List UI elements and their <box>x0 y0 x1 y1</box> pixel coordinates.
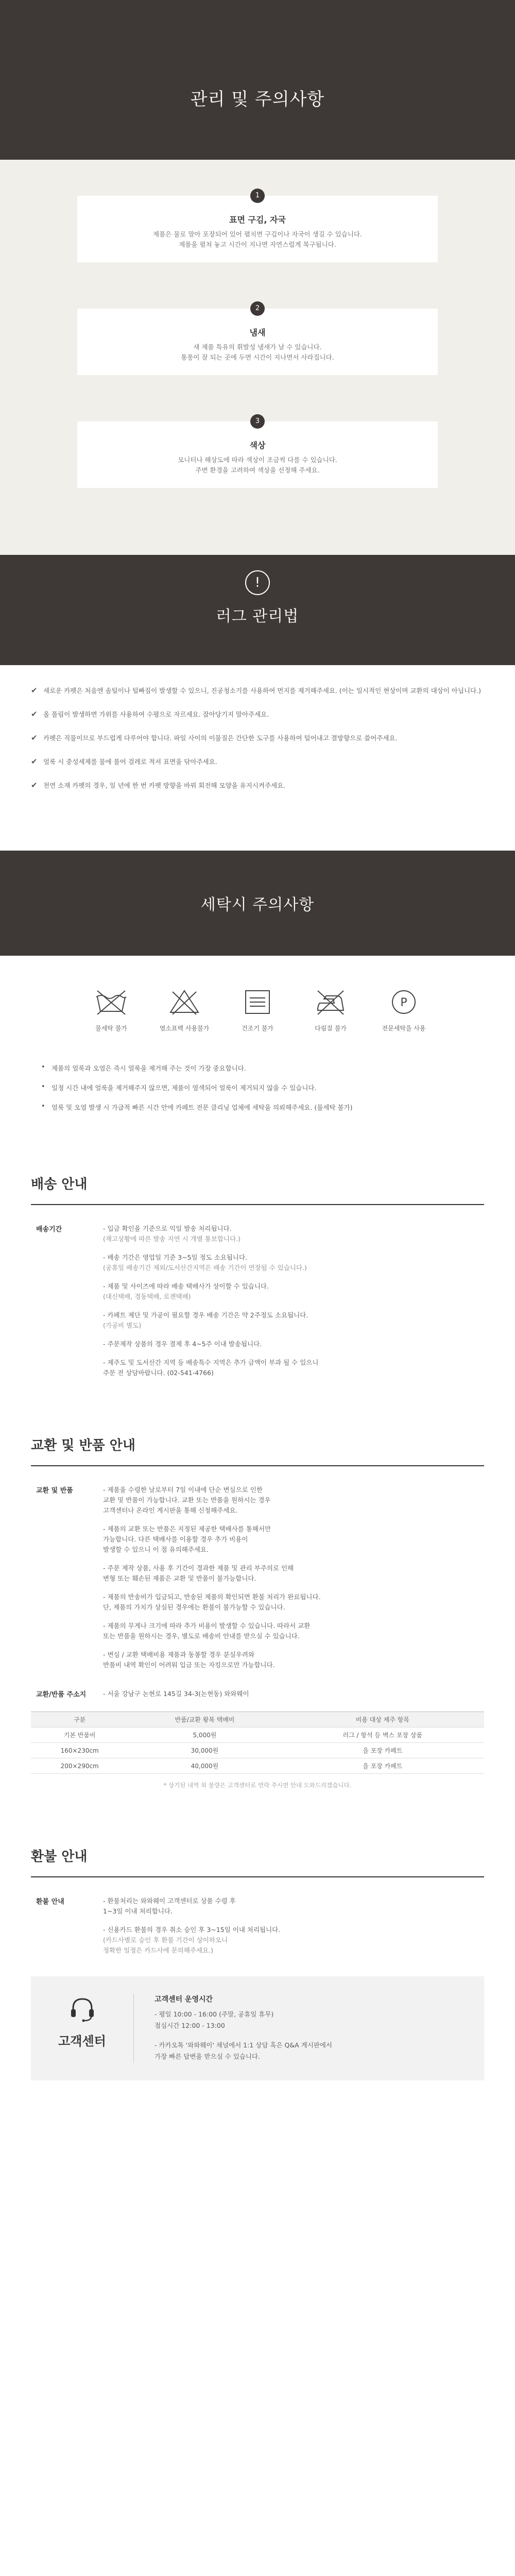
info-line: - 주문 제작 상품, 사용 후 기간이 경과한 제품 및 관리 부주의로 인해 <box>103 1564 294 1572</box>
wash-symbol <box>82 988 140 1032</box>
list-item-text: 얼룩 및 오염 발생 시 가급적 빠른 시간 안에 카페트 전문 클리닝 업체에 세탁을 의뢰해주세요. (물세탁 불가) <box>52 1104 353 1111</box>
care-item <box>77 192 438 262</box>
column-header: 반품/교환 왕복 택배비 <box>128 1712 281 1727</box>
exchange-title: 교환 및 반품 안내 <box>31 1414 484 1466</box>
wash-symbol <box>156 988 213 1032</box>
list-item <box>41 1063 474 1074</box>
address-block <box>31 1670 484 1699</box>
info-line: (가공비 별도) <box>103 1321 142 1329</box>
column-header: 비용 대상 제주 항목 <box>281 1712 484 1727</box>
list-item-text: 새로운 카펫은 처음엔 솜털이나 털빠짐이 발생할 수 있으니, 진공청소기를 사용하여 먼지를 제거해주세요. (이는 일시적인 현상이며 교환의 대상이 아닙니다.) <box>43 687 481 694</box>
table-cell: 5,000원 <box>128 1727 281 1743</box>
care-section <box>0 160 515 555</box>
step-number: 3 <box>250 414 265 429</box>
list-item <box>31 757 484 767</box>
exchange-label: 교환 및 반품 <box>36 1487 73 1495</box>
check-icon: ✔ <box>31 709 38 719</box>
table-row <box>31 1758 484 1774</box>
table-cell: 기본 반품비 <box>31 1727 128 1743</box>
refund-block <box>31 1877 484 1956</box>
list-item <box>31 686 484 696</box>
table-cell: 160×230cm <box>31 1743 128 1758</box>
info-line: - 주문제작 상품의 경우 결제 후 4~5주 이내 발송됩니다. <box>103 1340 262 1348</box>
care-item-text: 통풍이 잘 되는 곳에 두면 시간이 지나면서 사라집니다. <box>181 353 334 361</box>
no-dryer-icon <box>239 988 276 1016</box>
professional-cleaning-icon <box>386 988 422 1016</box>
wash-label: 다림질 불가 <box>315 1025 347 1032</box>
list-item-text: 제품의 얼룩과 오염은 즉시 얼룩을 제거해 주는 것이 가장 중요합니다. <box>52 1064 246 1072</box>
info-line: 가능합니다. 다른 택배사를 이용할 경우 추가 비용이 <box>103 1535 248 1543</box>
info-line: 고객센터나 온라인 게시판을 통해 신청해주세요. <box>103 1506 238 1514</box>
no-bleach-icon <box>166 988 202 1016</box>
delivery-title: 배송 안내 <box>31 1153 484 1205</box>
check-icon: ✔ <box>31 686 38 695</box>
customer-center-info <box>134 1994 353 2063</box>
info-line: - 제주도 및 도서산간 지역 등 배송특수 지역은 추가 금액이 부과 될 수 있으니 <box>103 1359 319 1366</box>
wash-symbol <box>302 988 359 1032</box>
info-line: 단, 제품의 가치가 상실된 경우에는 환불이 불가능할 수 있습니다. <box>103 1603 285 1611</box>
column-header: 구분 <box>31 1712 128 1727</box>
info-line: - 제품 및 사이즈에 따라 배송 택배사가 상이할 수 있습니다. <box>103 1282 269 1290</box>
table-note: * 상기된 내역 외 불량은 고객센터로 연락 주시면 안내 도와드리겠습니다. <box>163 1782 352 1789</box>
wash-label: 염소표백 사용불가 <box>159 1025 210 1032</box>
care-item-title: 표면 구김, 자국 <box>229 215 286 225</box>
info-line: - 카페트 제단 및 가공이 필요할 경우 배송 기간은 약 2주정도 소요됩니다. <box>103 1311 308 1319</box>
info-line: (카드사별로 승인 후 환불 기간이 상이하오니 <box>103 1936 228 1944</box>
list-item-text: 천연 소재 카펫의 경우, 일 년에 한 번 카펫 방향을 바꿔 회전해 모양을 유지시켜주세요. <box>43 782 286 789</box>
customer-center-title: 고객센터 운영시간 <box>154 1995 213 2004</box>
customer-center-box <box>31 1976 484 2080</box>
info-line: (공휴일 배송기간 제외/도서산간지역은 배송 기간이 연장될 수 있습니다.) <box>103 1264 307 1272</box>
headset-icon <box>67 1994 98 2025</box>
info-line: 주문 전 상담바랍니다. (02-541-4766) <box>103 1369 214 1377</box>
list-item <box>31 781 484 791</box>
info-line: (대신택배, 경동택배, 로젠택배) <box>103 1293 191 1300</box>
delivery-section <box>0 1153 515 1378</box>
table-cell: 200×290cm <box>31 1758 128 1774</box>
bullet: • <box>41 1103 45 1110</box>
care-item-title: 색상 <box>249 440 266 450</box>
wash-label: 건조기 불가 <box>242 1025 273 1032</box>
delivery-label: 배송기간 <box>36 1226 62 1233</box>
info-line: - 제품의 교환 또는 반품은 지정된 제공한 택배사를 통해서만 <box>103 1525 271 1533</box>
wash-notes <box>0 1053 515 1153</box>
list-item-text: 일정 시간 내에 얼룩을 제거해주지 않으면, 제품이 염색되어 얼룩이 제거되지 않을 수 있습니다. <box>52 1084 317 1092</box>
care-item-text: 모니터나 해상도에 따라 색상이 조금씩 다를 수 있습니다. <box>178 456 337 464</box>
info-line: - 제품을 수령한 날로부터 7일 이내에 단순 변심으로 인한 <box>103 1486 263 1494</box>
customer-center-name: 고객센터 <box>58 2034 106 2048</box>
wash-symbol <box>375 988 433 1032</box>
delivery-lines <box>103 1224 484 1378</box>
return-fee-table <box>31 1711 484 1774</box>
table-cell: 러그 / 항석 등 벽스 포장 상품 <box>281 1727 484 1743</box>
refund-lines <box>103 1896 484 1956</box>
list-item-text: 얼룩 시 중성세제를 물에 풀어 걸레로 적셔 표면을 닦아주세요. <box>43 758 217 766</box>
wash-icon-row <box>0 956 515 1053</box>
care-card <box>77 309 438 375</box>
wash-symbol <box>229 988 286 1032</box>
step-number: 2 <box>250 301 265 316</box>
info-line: 반품비 내역 확인이 어려워 입금 또는 자킹으로만 가능합니다. <box>103 1661 275 1669</box>
info-line: - 환불처리는 와와웨이 고객센터로 상품 수령 후 <box>103 1897 236 1905</box>
wash-label: 물세탁 불가 <box>95 1025 127 1032</box>
table-row <box>31 1727 484 1743</box>
exchange-section <box>0 1414 515 1789</box>
care-item <box>77 417 438 488</box>
info-line: - 입금 확인을 기준으로 익일 발송 처리됩니다. <box>103 1225 232 1232</box>
table-header-row <box>31 1712 484 1727</box>
info-line: - 신용카드 환불의 경우 취소 승인 후 3~15일 이내 처리됩니다. <box>103 1926 281 1934</box>
wash-title: 세탁시 주의사항 <box>200 896 315 914</box>
rug-title: 러그 관리법 <box>216 607 299 625</box>
info-line: 교환 및 반품이 가능합니다. 교환 또는 반품을 원하시는 경우 <box>103 1496 271 1504</box>
refund-section <box>0 1825 515 2080</box>
address-label: 교환/반품 주소지 <box>36 1691 87 1699</box>
exchange-lines <box>103 1485 484 1670</box>
professional-cleaning-symbol: P <box>400 996 407 1009</box>
list-item <box>41 1083 474 1093</box>
care-card <box>77 421 438 488</box>
info-line: - 배송 기간은 영업일 기준 3~5일 정도 소요됩니다. <box>103 1253 248 1261</box>
refund-title: 환불 안내 <box>31 1825 484 1877</box>
care-item <box>77 304 438 375</box>
rug-care-list <box>0 665 515 830</box>
warning-icon: ! <box>245 570 270 595</box>
list-item <box>31 733 484 743</box>
contact-line: 가장 빠른 답변을 받으실 수 있습니다. <box>154 2053 260 2060</box>
list-item-text: 올 풀림이 발생하면 가위를 사용하여 수평으로 자르세요. 잡아당기지 말아주세요. <box>43 710 269 718</box>
wash-label: 전문세탁을 사용 <box>382 1025 426 1032</box>
info-line: 또는 반품을 원하시는 경우, 별도로 배송비 안내를 받으실 수 있습니다. <box>103 1632 300 1640</box>
step-number: 1 <box>250 189 265 203</box>
info-line: 1~3일 이내 처리합니다. <box>103 1907 173 1915</box>
care-item-title: 냄새 <box>249 328 266 337</box>
care-item-text: 주변 환경을 고려하여 색상을 선정해 주세요. <box>195 466 320 474</box>
info-line: - 제품의 반송비가 입금되고, 반송된 제품의 확인되면 환불 처리가 완료됩니다. <box>103 1593 321 1601</box>
check-icon: ✔ <box>31 781 38 790</box>
care-item-text: 새 제품 특유의 휘발성 냄새가 날 수 있습니다. <box>193 343 322 351</box>
info-line: 정확한 일정은 카드사에 문의해주세요.) <box>103 1946 213 1954</box>
table-cell: 30,000원 <box>128 1743 281 1758</box>
info-line: 변형 또는 훼손된 제품은 교환 및 반품이 불가능합니다. <box>103 1574 256 1582</box>
info-line: - 제품의 무게나 크기에 따라 추가 비용이 발생할 수 있습니다. 따라서 교환 <box>103 1622 311 1630</box>
address-text: - 서울 강남구 논현로 145길 34-3(논현동) 와와웨이 <box>103 1690 249 1698</box>
table-row <box>31 1743 484 1758</box>
info-line: - 변심 / 교환 택배비용 제품과 동봉할 경우 분실우려와 <box>103 1651 255 1658</box>
table-cell: 을 포장 카페트 <box>281 1743 484 1758</box>
list-item <box>31 709 484 720</box>
list-item-text: 카펫은 직물이므로 부드럽게 다루어야 합니다. 파일 사이의 이물질은 간단한 도구를 사용하여 털어내고 결방향으로 쓸어주세요. <box>43 734 398 742</box>
bullet: • <box>41 1083 45 1091</box>
info-line: (재고상황에 따른 발송 지연 시 개별 통보합니다.) <box>103 1235 241 1243</box>
bullet: • <box>41 1063 45 1071</box>
care-card <box>77 196 438 262</box>
care-item-text: 제품을 펼쳐 놓고 시간이 지나면 자연스럽게 복구됩니다. <box>179 241 336 248</box>
care-title: 관리 및 주의사항 <box>190 89 325 110</box>
wash-header <box>0 851 515 956</box>
info-line: 발생할 수 있으니 이 점 유의해주세요. <box>103 1546 209 1553</box>
table-cell: 을 포장 카페트 <box>281 1758 484 1774</box>
hours-line: - 평일 10:00 - 16:00 (주말, 공휴일 휴무) <box>154 2010 274 2018</box>
no-ironing-icon <box>313 988 349 1016</box>
care-item-text: 제품은 물로 말아 포장되어 있어 펼치면 구김이나 자국이 생길 수 있습니다. <box>153 230 362 238</box>
contact-line: - 카카오톡 '와와웨이' 채널에서 1:1 상담 혹은 Q&A 게시판에서 <box>154 2041 333 2049</box>
rug-header <box>0 555 515 665</box>
exchange-block <box>31 1466 484 1670</box>
customer-center-brand <box>31 1994 134 2063</box>
hours-line: 점심시간 12:00 - 13:00 <box>154 2022 225 2029</box>
refund-label: 환불 안내 <box>36 1898 64 1906</box>
check-icon: ✔ <box>31 733 38 742</box>
care-header <box>0 0 515 160</box>
check-icon: ✔ <box>31 757 38 766</box>
table-cell: 40,000원 <box>128 1758 281 1774</box>
list-item <box>41 1103 474 1113</box>
no-water-wash-icon <box>93 988 129 1016</box>
delivery-block <box>31 1205 484 1378</box>
